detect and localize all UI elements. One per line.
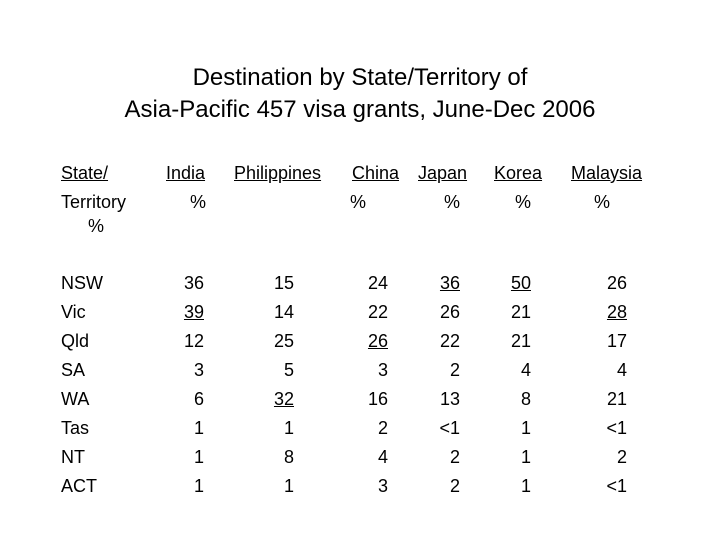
header-india-pct: % xyxy=(190,192,207,212)
cell-japan: 2 xyxy=(449,476,460,496)
cell-korea: 21 xyxy=(510,302,531,322)
row-state-label: Vic xyxy=(61,302,86,322)
cell-philippines: 25 xyxy=(273,331,294,351)
cell-japan: 13 xyxy=(439,389,460,409)
header-malaysia: Malaysia xyxy=(571,163,643,183)
cell-philippines: 32 xyxy=(273,389,294,409)
title-line-1: Destination by State/Territory of xyxy=(192,64,528,91)
cell-china: 3 xyxy=(377,360,388,380)
cell-philippines: 15 xyxy=(273,273,294,293)
cell-korea: 1 xyxy=(520,476,531,496)
cell-korea: 8 xyxy=(520,389,531,409)
cell-japan: 2 xyxy=(449,360,460,380)
cell-korea: 21 xyxy=(510,331,531,351)
cell-japan: 22 xyxy=(439,331,460,351)
cell-india: 3 xyxy=(193,360,204,380)
cell-china: 16 xyxy=(367,389,388,409)
header-india: India xyxy=(166,163,206,183)
cell-japan: <1 xyxy=(439,418,460,438)
cell-india: 6 xyxy=(193,389,204,409)
cell-india: 1 xyxy=(193,447,204,467)
row-state-label: SA xyxy=(61,360,86,380)
row-state-label: NT xyxy=(61,447,85,467)
cell-malaysia: <1 xyxy=(606,418,627,438)
header-china-pct: % xyxy=(350,192,367,212)
cell-china: 3 xyxy=(377,476,388,496)
header-malaysia-pct: % xyxy=(594,192,611,212)
cell-india: 1 xyxy=(193,418,204,438)
cell-india: 36 xyxy=(183,273,204,293)
row-state-label: ACT xyxy=(61,476,97,496)
header-territory: Territory xyxy=(61,192,127,212)
cell-china: 2 xyxy=(377,418,388,438)
cell-india: 1 xyxy=(193,476,204,496)
cell-china: 26 xyxy=(367,331,388,351)
cell-korea: 1 xyxy=(520,447,531,467)
cell-japan: 36 xyxy=(439,273,460,293)
cell-philippines: 1 xyxy=(283,476,294,496)
cell-korea: 50 xyxy=(510,273,531,293)
row-state-label: Tas xyxy=(61,418,90,438)
cell-malaysia: 2 xyxy=(616,447,627,467)
cell-malaysia: 21 xyxy=(606,389,627,409)
cell-india: 39 xyxy=(183,302,204,322)
header-state-pct: % xyxy=(88,216,105,236)
cell-malaysia: 4 xyxy=(616,360,627,380)
title-line-2: Asia-Pacific 457 visa grants, June-Dec 2006 xyxy=(124,96,596,123)
cell-malaysia: <1 xyxy=(606,476,627,496)
cell-korea: 1 xyxy=(520,418,531,438)
cell-korea: 4 xyxy=(520,360,531,380)
row-state-label: NSW xyxy=(61,273,103,293)
header-japan: Japan xyxy=(418,163,468,183)
cell-japan: 2 xyxy=(449,447,460,467)
slide-title xyxy=(0,62,720,126)
cell-philippines: 14 xyxy=(273,302,294,322)
cell-philippines: 5 xyxy=(283,360,294,380)
cell-india: 12 xyxy=(183,331,204,351)
cell-china: 22 xyxy=(367,302,388,322)
cell-malaysia: 26 xyxy=(606,273,627,293)
row-state-label: WA xyxy=(61,389,90,409)
header-philippines: Philippines xyxy=(234,163,322,183)
cell-philippines: 1 xyxy=(283,418,294,438)
cell-malaysia: 17 xyxy=(606,331,627,351)
row-state-label: Qld xyxy=(61,331,90,351)
cell-china: 4 xyxy=(377,447,388,467)
header-japan-pct: % xyxy=(444,192,461,212)
header-korea: Korea xyxy=(494,163,543,183)
cell-china: 24 xyxy=(367,273,388,293)
header-china: China xyxy=(352,163,400,183)
header-state: State/ xyxy=(61,163,109,183)
cell-japan: 26 xyxy=(439,302,460,322)
header-korea-pct: % xyxy=(515,192,532,212)
cell-philippines: 8 xyxy=(283,447,294,467)
cell-malaysia: 28 xyxy=(606,302,627,322)
